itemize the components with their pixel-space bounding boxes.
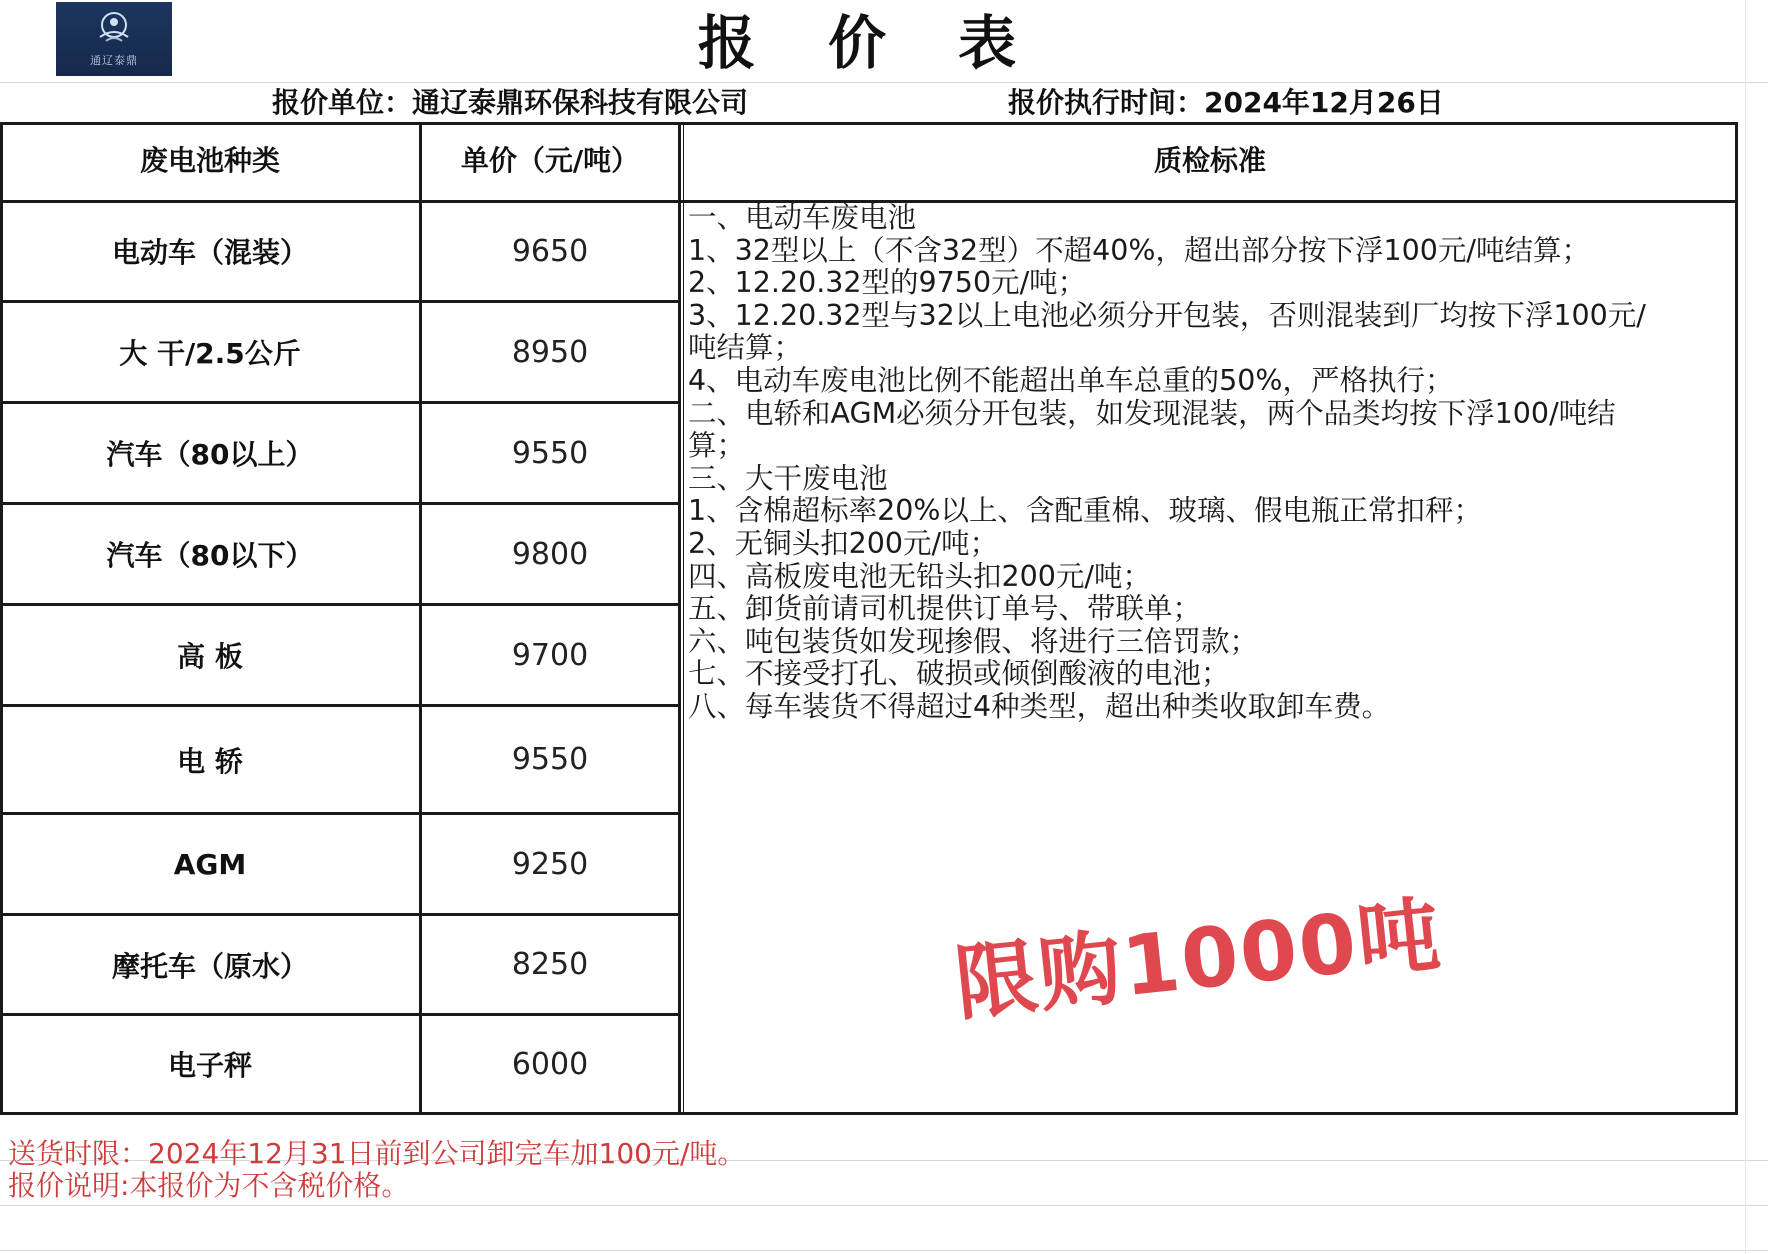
gridline <box>0 82 1768 83</box>
delivery-deadline: 送货时限：2024年12月31日前到公司卸完车加100元/吨。 <box>8 1137 746 1170</box>
page-title: 报 价 表 <box>697 9 1043 77</box>
row-price: 8950 <box>511 334 589 370</box>
standard-line: 1、含棉超标率20%以上、含配重棉、玻璃、假电瓶正常扣秤； <box>688 494 1482 528</box>
company-logo <box>56 2 172 76</box>
gridline <box>0 1205 1768 1206</box>
header-unit-price: 单价（元/吨） <box>460 144 640 177</box>
standard-line: 三、大干废电池 <box>688 461 888 495</box>
standard-line: 3、12.20.32型与32以上电池必须分开包装，否则混装到厂均按下浮100元/ <box>688 298 1646 332</box>
standard-line: 二、电轿和AGM必须分开包装，如发现混装，两个品类均按下浮100/吨结 <box>688 396 1616 430</box>
row-type: 大 干/2.5公斤 <box>119 337 301 370</box>
purchase-limit-stamp: 限购1000吨 <box>950 887 1447 1033</box>
logo-text: 通辽泰鼎 <box>90 54 138 67</box>
row-type: 电动车（混装） <box>111 236 308 269</box>
standard-line: 四、高板废电池无铅头扣200元/吨； <box>688 559 1152 593</box>
row-type: 电 轿 <box>177 744 243 778</box>
column-divider <box>683 122 684 1115</box>
standard-line: 2、无铜头扣200元/吨； <box>688 526 999 560</box>
row-type: 汽车（80以下） <box>106 539 314 572</box>
header-quality-standard: 质检标准 <box>1153 144 1266 177</box>
standard-line: 八、每车装货不得超过4种类型，超出种类收取卸车费。 <box>688 689 1391 723</box>
row-type: 高 板 <box>177 640 243 673</box>
price-table <box>0 122 1738 1115</box>
gridline <box>0 1250 1768 1251</box>
row-price: 9550 <box>511 435 589 471</box>
quote-exec-time: 报价执行时间：2024年12月26日 <box>1008 86 1444 119</box>
row-price: 9250 <box>511 846 589 882</box>
gridline <box>1745 0 1746 1254</box>
quality-standards <box>688 202 1728 724</box>
row-price: 9700 <box>511 637 589 673</box>
row-type: 摩托车（原水） <box>111 949 308 983</box>
row-price: 9650 <box>511 233 589 269</box>
standard-line: 算； <box>688 429 746 463</box>
row-type: 电子秤 <box>167 1049 252 1082</box>
price-note: 报价说明:本报价为不含税价格。 <box>8 1169 410 1202</box>
row-price: 9800 <box>511 536 589 572</box>
standard-line: 一、电动车废电池 <box>688 201 917 234</box>
row-price: 9550 <box>511 742 589 777</box>
logo-emblem-icon <box>94 11 134 45</box>
row-price: 8250 <box>511 947 589 982</box>
row-type: 汽车（80以上） <box>106 438 314 471</box>
standard-line: 4、电动车废电池比例不能超出单车总重的50%，严格执行； <box>688 363 1454 397</box>
standard-line: 七、不接受打孔、破损或倾倒酸液的电池； <box>688 657 1230 691</box>
row-price: 6000 <box>511 1046 589 1082</box>
table-border <box>0 1112 1738 1115</box>
footer-notes <box>8 1138 745 1202</box>
standard-line: 2、12.20.32型的9750元/吨； <box>688 266 1087 300</box>
standard-line: 六、吨包装货如发现掺假、将进行三倍罚款； <box>688 624 1259 658</box>
quote-company: 报价单位：通辽泰鼎环保科技有限公司 <box>272 86 749 119</box>
header-battery-type: 废电池种类 <box>139 144 280 177</box>
standard-line: 五、卸货前请司机提供订单号、带联单； <box>688 592 1202 626</box>
standard-line: 吨结算； <box>688 331 803 365</box>
header-row <box>0 84 1768 122</box>
standard-line: 1、32型以上（不含32型）不超40%，超出部分按下浮100元/吨结算； <box>688 233 1591 267</box>
table-border <box>1735 122 1738 1115</box>
row-type: AGM <box>173 847 247 881</box>
